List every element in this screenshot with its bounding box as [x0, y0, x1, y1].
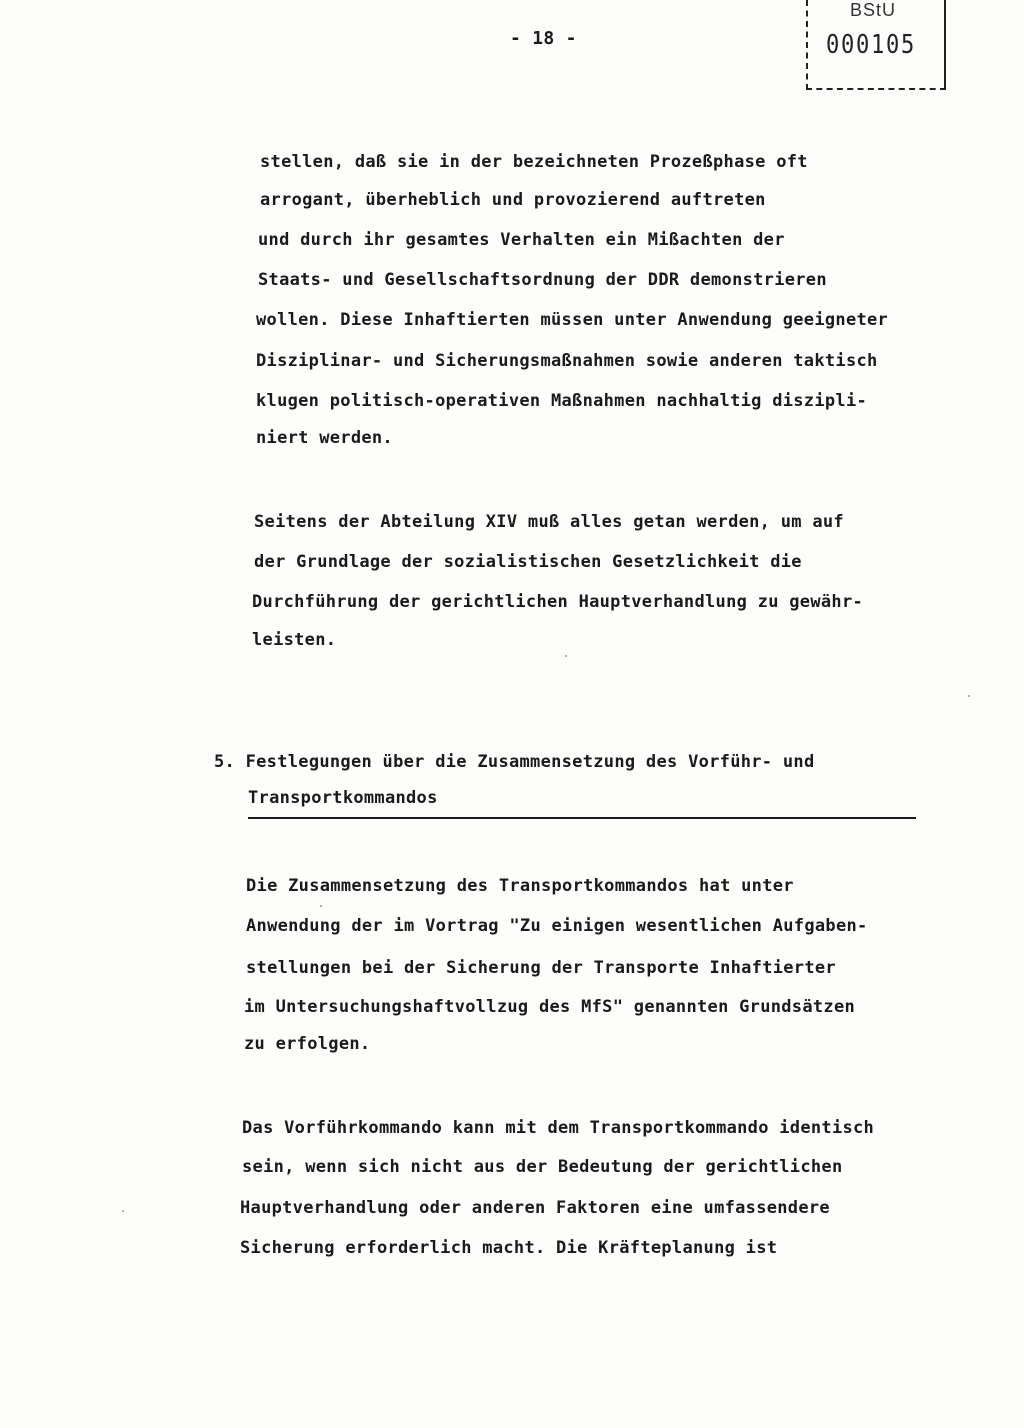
section-heading: 5. Festlegungen über die Zusammensetzung des Vorführ- und: [214, 752, 815, 772]
paragraph-line: sein, wenn sich nicht aus der Bedeutung der gerichtlichen: [242, 1157, 843, 1177]
scan-speck: [565, 655, 567, 657]
paragraph-line: stellen, daß sie in der bezeichneten Prozeßphase oft: [260, 152, 808, 172]
paragraph-line: niert werden.: [256, 428, 393, 448]
paragraph-line: wollen. Diese Inhaftierten müssen unter Anwendung geeigneter: [256, 310, 889, 330]
stamp-org: BStU: [850, 0, 897, 20]
paragraph-line: Hauptverhandlung oder anderen Faktoren eine umfassendere: [240, 1198, 830, 1218]
paragraph-line: stellungen bei der Sicherung der Transporte Inhaftierter: [246, 958, 836, 978]
paragraph-line: Staats- und Gesellschaftsordnung der DDR demonstrieren: [258, 270, 827, 290]
paragraph-line: Die Zusammensetzung des Transportkommandos hat unter: [246, 876, 794, 896]
stamp-number: 000105: [826, 30, 917, 60]
paragraph-line: der Grundlage der sozialistischen Gesetzlichkeit die: [254, 552, 802, 572]
paragraph-line: Sicherung erforderlich macht. Die Kräfteplanung ist: [240, 1238, 778, 1258]
page-number: - 18 -: [510, 28, 577, 49]
scan-speck: [122, 1210, 124, 1212]
paragraph-line: Anwendung der im Vortrag "Zu einigen wesentlichen Aufgaben-: [246, 916, 868, 936]
paragraph-line: Disziplinar- und Sicherungsmaßnahmen sowie anderen taktisch: [256, 351, 878, 371]
section-heading-line2: Transportkommandos: [248, 788, 438, 808]
paragraph-line: und durch ihr gesamtes Verhalten ein Mißachten der: [258, 230, 785, 250]
archive-stamp: [800, 0, 948, 92]
scan-speck: [968, 695, 970, 697]
paragraph-line: Seitens der Abteilung XIV muß alles getan werden, um auf: [254, 512, 844, 532]
paragraph-line: klugen politisch-operativen Maßnahmen nachhaltig diszipli-: [256, 391, 868, 411]
paragraph-line: Das Vorführkommando kann mit dem Transportkommando identisch: [242, 1118, 875, 1138]
heading-underline: [248, 817, 916, 819]
paragraph-line: leisten.: [252, 630, 337, 650]
paragraph-line: im Untersuchungshaftvollzug des MfS" genannten Grundsätzen: [244, 997, 856, 1017]
paragraph-line: Durchführung der gerichtlichen Hauptverhandlung zu gewähr-: [252, 592, 864, 612]
scan-speck: [320, 905, 322, 907]
paragraph-line: zu erfolgen.: [244, 1034, 371, 1054]
paragraph-line: arrogant, überheblich und provozierend auftreten: [260, 190, 766, 210]
